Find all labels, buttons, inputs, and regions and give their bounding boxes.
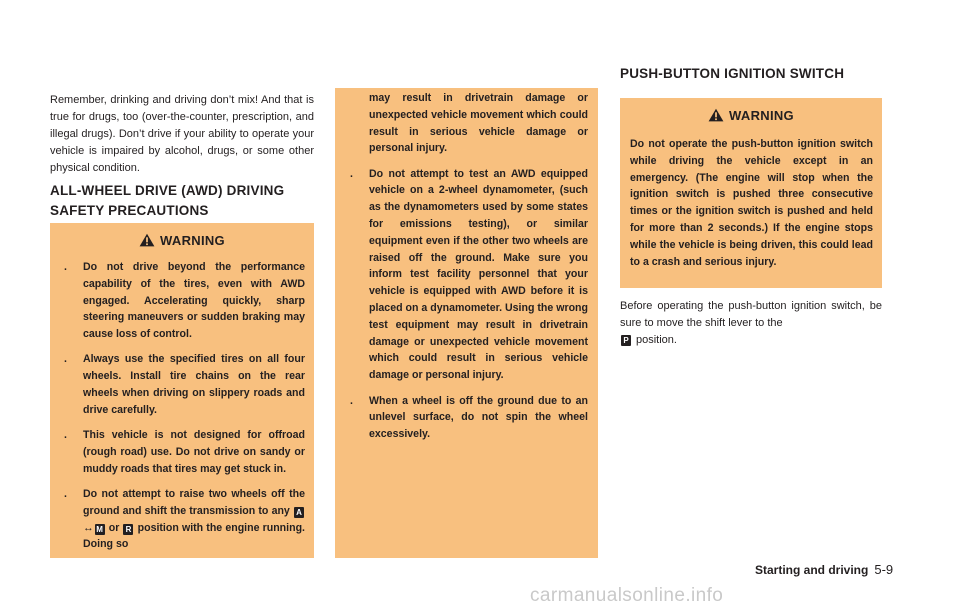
warning-item: . When a wheel is off the ground due to an unlevel surface, do not spin the wheel excessively. — [350, 394, 588, 441]
position-line — [620, 332, 677, 349]
mode-r-icon: R — [123, 524, 133, 535]
warning-item: . This vehicle is not designed for offroad (rough road) use. Do not drive on sandy or muddy roads that tires may get stuck in. — [64, 429, 305, 475]
position-word: position. — [636, 334, 677, 346]
awd-heading-line2: SAFETY PRECAUTIONS — [50, 203, 209, 218]
mode-m-icon: M — [96, 524, 103, 534]
ignition-warning-box — [620, 98, 882, 288]
warning-item: . Always use the specified tires on all four wheels. Install tire chains on the rear wheels when driving on slippery roads and drive carefully. — [64, 353, 305, 416]
body-paragraph: Before operating the push-button ignition switch, be sure to move the shift lever to the — [620, 300, 882, 329]
warning-title: WARNING — [729, 107, 794, 123]
watermark-text: carmanualsonline.info — [530, 585, 724, 606]
warning-text: Do not operate the push-button ignition switch while driving the vehicle except in an emergency. (The engine will stop when the ignition switch is pushed three consecutive times or the ignition switch is pushed and held for more than 2 seconds.) If the engine stops while the vehicle is being driven, this could lead to a crash and serious injury. — [630, 138, 873, 268]
warning-item: . Do not attempt to test an AWD equipped vehicle on a 2-wheel dynamometer, (such as the dynamometers used by some states for emissions testing), or similar equipment even if the other two wheels are raised off the ground. Make sure you inform test facility personnel that your vehicle is equipped with AWD before it is placed on a dynamometer. Using the wrong test equipment may result in drivetrain damage or unexpected vehicle movement which could result in serious vehicle damage or personal injury. — [350, 167, 588, 382]
arrow-symbol: ↔ — [83, 521, 94, 534]
mode-a-icon: A — [294, 507, 304, 518]
warning-continuation: may result in drivetrain damage or unexpected vehicle movement which could result in serious vehicle damage or personal injury. — [369, 92, 588, 155]
awd-warning-box — [50, 223, 314, 558]
warning-list — [350, 88, 588, 451]
awd-heading-line1: ALL-WHEEL DRIVE (AWD) DRIVING — [50, 183, 285, 198]
warning-item: . Do not drive beyond the performance capability of the tires, even with AWD engaged. Accelerating quickly, sharp steering maneuvers or sudden braking may cause loss of control. — [64, 261, 305, 341]
page-number: 5-9 — [874, 562, 894, 577]
page-footer — [755, 562, 893, 577]
mode-p-icon: P — [621, 335, 631, 346]
warning-list — [64, 259, 305, 562]
warning-header — [620, 98, 882, 132]
intro-paragraph: Remember, drinking and driving don’t mix! And that is true for drugs, too (over-the-counter, prescription, and illegal drugs). Don’t drive if your ability to operate your vehicle is impaired by alcohol, drugs, or some other physical condition. — [50, 94, 314, 174]
awd-section-heading — [50, 181, 314, 221]
section-name: Starting and driving — [755, 563, 869, 577]
push-button-section-heading: PUSH-BUTTON IGNITION SWITCH — [620, 66, 845, 81]
warning-header — [50, 223, 314, 257]
awd-warning-continuation-box — [335, 88, 598, 558]
warning-triangle-icon — [139, 233, 155, 247]
warning-item: . Do not attempt to raise two wheels off the ground and shift the transmission to any A↔ M or R position with the engine running. Doing so — [64, 488, 305, 551]
warning-title: WARNING — [160, 232, 225, 248]
warning-triangle-icon — [708, 108, 724, 122]
